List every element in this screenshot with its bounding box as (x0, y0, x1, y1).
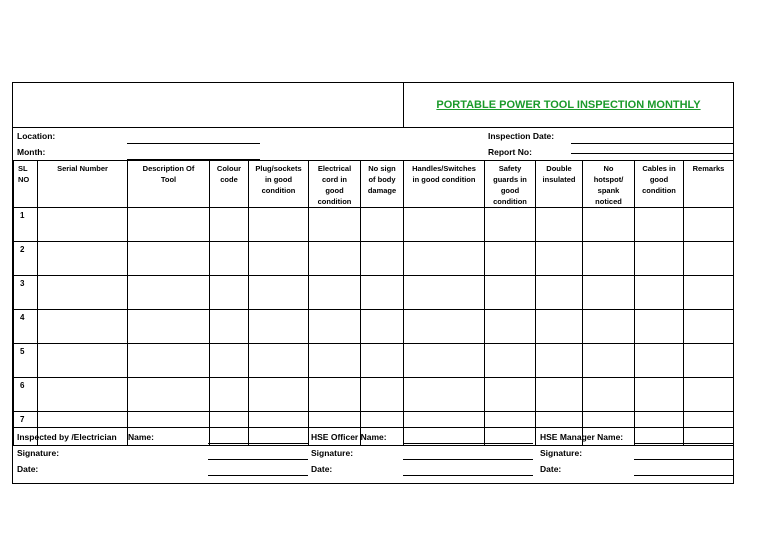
table-cell[interactable] (485, 378, 536, 412)
table-row (14, 344, 734, 378)
hse-officer-signature-field[interactable] (403, 459, 533, 460)
table-cell[interactable] (635, 242, 684, 276)
table-cell[interactable] (210, 276, 249, 310)
table-row (14, 242, 734, 276)
form-header (13, 83, 733, 128)
column-header: No hotspot/ spank noticed (583, 161, 635, 208)
table-cell[interactable] (485, 344, 536, 378)
table-cell[interactable] (635, 344, 684, 378)
table-cell[interactable] (309, 378, 361, 412)
column-header: Plug/sockets in good condition (249, 161, 309, 208)
inspection-date-label: Inspection Date: (488, 131, 555, 141)
table-row (14, 310, 734, 344)
inspection-date-field[interactable] (571, 143, 733, 144)
table-cell[interactable] (583, 208, 635, 242)
table-cell[interactable] (536, 242, 583, 276)
inspection-table (13, 160, 734, 446)
table-cell[interactable] (684, 242, 734, 276)
table-cell[interactable] (249, 344, 309, 378)
table-cell[interactable] (536, 276, 583, 310)
row-number: 1 (14, 208, 38, 242)
table-cell[interactable] (684, 412, 734, 446)
table-cell[interactable] (249, 412, 309, 446)
row-number: 4 (14, 310, 38, 344)
table-cell[interactable] (249, 242, 309, 276)
table-cell[interactable] (485, 412, 536, 446)
table-cell[interactable] (583, 378, 635, 412)
table-cell[interactable] (128, 242, 210, 276)
hse-officer-date-label: Date: (311, 464, 333, 474)
table-cell[interactable] (38, 208, 128, 242)
table-cell[interactable] (684, 378, 734, 412)
table-cell[interactable] (249, 208, 309, 242)
table-cell[interactable] (309, 242, 361, 276)
electrician-name-field[interactable] (208, 443, 308, 444)
table-cell[interactable] (210, 310, 249, 344)
report-no-label: Report No: (488, 147, 532, 157)
table-cell[interactable] (128, 208, 210, 242)
table-cell[interactable] (361, 276, 404, 310)
table-cell[interactable] (128, 378, 210, 412)
table-bottom-border (13, 427, 733, 428)
table-cell[interactable] (309, 310, 361, 344)
hse-manager-date-label: Date: (540, 464, 562, 474)
column-header: Description Of Tool (128, 161, 210, 208)
table-cell[interactable] (485, 242, 536, 276)
column-header: Colour code (210, 161, 249, 208)
electrician-signature-field[interactable] (208, 459, 308, 460)
table-cell[interactable] (684, 276, 734, 310)
table-header-row (14, 161, 734, 208)
table-cell[interactable] (249, 378, 309, 412)
table-cell[interactable] (684, 310, 734, 344)
table-cell[interactable] (128, 276, 210, 310)
table-cell[interactable] (404, 208, 485, 242)
table-cell[interactable] (536, 310, 583, 344)
hse-officer-date-field[interactable] (403, 475, 533, 476)
table-cell[interactable] (404, 344, 485, 378)
table-cell[interactable] (404, 310, 485, 344)
table-cell[interactable] (583, 310, 635, 344)
table-cell[interactable] (38, 242, 128, 276)
inspection-form (12, 82, 734, 484)
table-cell[interactable] (536, 344, 583, 378)
table-cell[interactable] (309, 276, 361, 310)
table-cell[interactable] (38, 344, 128, 378)
hse-manager-date-field[interactable] (634, 475, 733, 476)
table-cell[interactable] (404, 378, 485, 412)
column-header: Electrical cord in good condition (309, 161, 361, 208)
column-header: No sign of body damage (361, 161, 404, 208)
table-cell[interactable] (635, 310, 684, 344)
table-cell[interactable] (635, 208, 684, 242)
table-row (14, 276, 734, 310)
table-cell[interactable] (361, 378, 404, 412)
table-cell[interactable] (583, 344, 635, 378)
table-row (14, 378, 734, 412)
table-cell[interactable] (210, 208, 249, 242)
table-cell[interactable] (128, 344, 210, 378)
table-cell[interactable] (38, 310, 128, 344)
hse-manager-label: HSE Manager Name: (540, 432, 624, 442)
hse-officer-name-field[interactable] (403, 443, 533, 444)
table-cell[interactable] (536, 208, 583, 242)
table-cell[interactable] (485, 310, 536, 344)
month-label: Month: (17, 147, 46, 157)
table-cell[interactable] (684, 344, 734, 378)
column-header: Safety guards in good condition (485, 161, 536, 208)
hse-officer-signature-label: Signature: (311, 448, 354, 458)
table-cell[interactable] (38, 276, 128, 310)
table-body (14, 208, 734, 446)
column-header: SL NO (14, 161, 38, 208)
column-header: Double insulated (536, 161, 583, 208)
table-cell[interactable] (536, 378, 583, 412)
table-cell[interactable] (635, 276, 684, 310)
table-cell[interactable] (583, 276, 635, 310)
hse-manager-signature-label: Signature: (540, 448, 583, 458)
row-number: 6 (14, 378, 38, 412)
table-cell[interactable] (128, 310, 210, 344)
column-header: Handles/Switches in good condition (404, 161, 485, 208)
row-number: 7 (14, 412, 38, 446)
electrician-date-field[interactable] (208, 475, 308, 476)
name-label: Name: (128, 432, 154, 442)
form-title: PORTABLE POWER TOOL INSPECTION MONTHLY (436, 99, 701, 111)
row-number: 2 (14, 242, 38, 276)
hse-officer-label: HSE Officer Name: (311, 432, 387, 442)
table-cell[interactable] (249, 276, 309, 310)
location-field[interactable] (127, 143, 260, 144)
hse-manager-signature-field[interactable] (634, 459, 733, 460)
table-cell[interactable] (361, 242, 404, 276)
table-cell[interactable] (684, 208, 734, 242)
column-header: Remarks (684, 161, 734, 208)
table-cell[interactable] (404, 276, 485, 310)
table-cell[interactable] (38, 378, 128, 412)
table-cell[interactable] (361, 208, 404, 242)
hse-manager-name-field[interactable] (634, 443, 733, 444)
table-cell[interactable] (210, 412, 249, 446)
row-number: 5 (14, 344, 38, 378)
table-cell[interactable] (583, 242, 635, 276)
signature-label: Signature: (17, 448, 60, 458)
table-cell[interactable] (485, 208, 536, 242)
table-cell[interactable] (361, 344, 404, 378)
table-cell[interactable] (404, 242, 485, 276)
inspected-by-label: Inspected by /Electrician (17, 432, 117, 442)
location-label: Location: (17, 131, 56, 141)
table-cell[interactable] (309, 208, 361, 242)
row-number: 3 (14, 276, 38, 310)
table-cell[interactable] (210, 378, 249, 412)
table-cell[interactable] (404, 412, 485, 446)
date-label: Date: (17, 464, 39, 474)
table-cell[interactable] (210, 344, 249, 378)
column-header: Cables in good condition (635, 161, 684, 208)
table-cell[interactable] (485, 276, 536, 310)
table-cell[interactable] (635, 412, 684, 446)
table-cell[interactable] (635, 378, 684, 412)
table-row (14, 208, 734, 242)
table-cell[interactable] (210, 242, 249, 276)
report-no-field[interactable] (571, 153, 733, 154)
table-cell[interactable] (309, 344, 361, 378)
table-cell[interactable] (249, 310, 309, 344)
column-header: Serial Number (38, 161, 128, 208)
table-cell[interactable] (361, 310, 404, 344)
